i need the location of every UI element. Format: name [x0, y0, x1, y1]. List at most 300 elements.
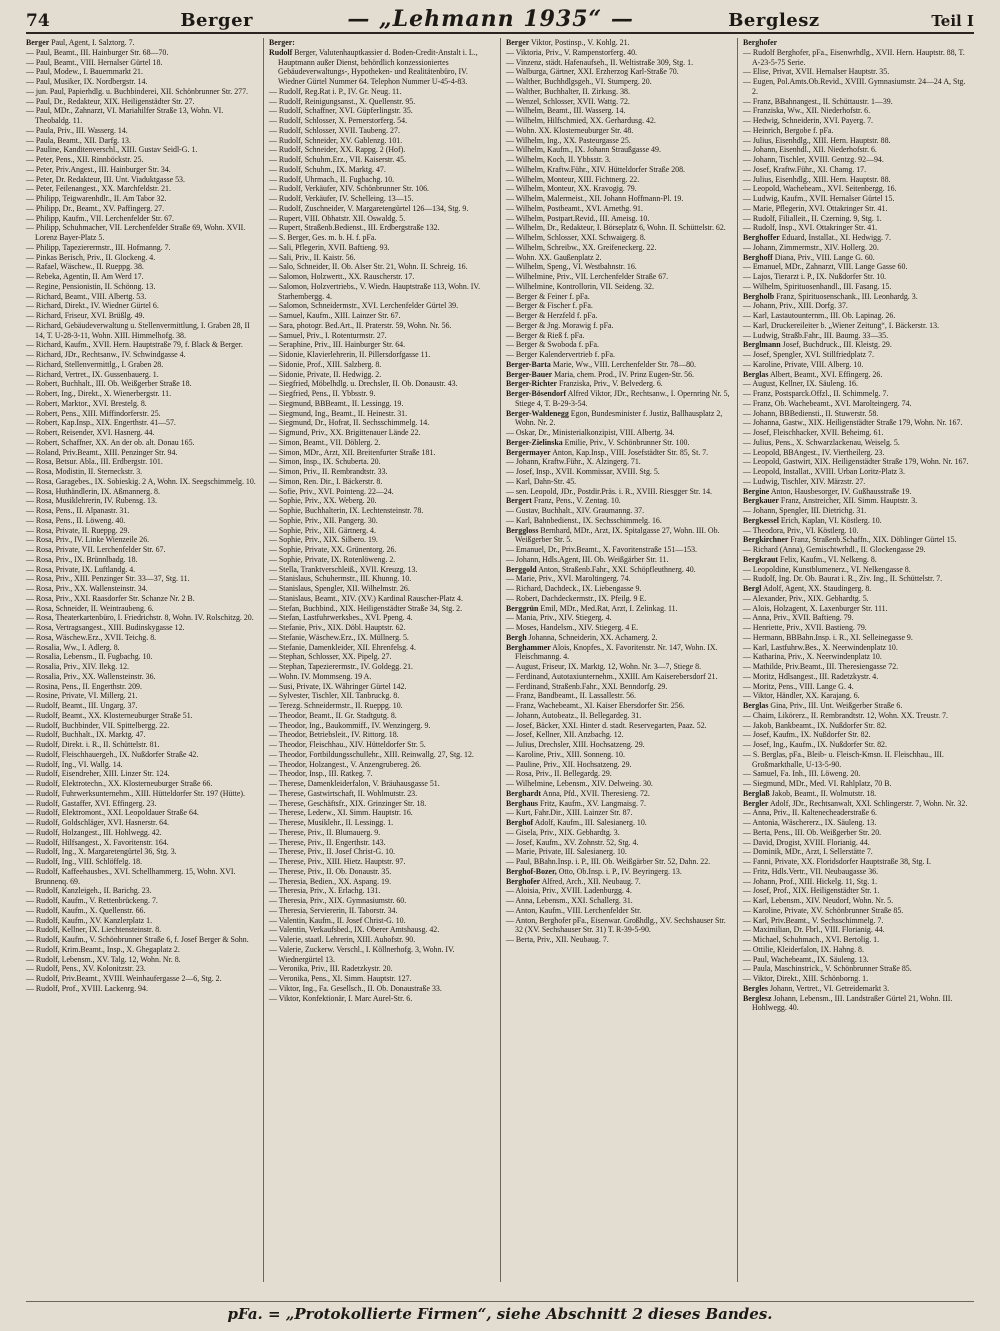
directory-entry: — Emanuel, Dr., Priv.Beamt., X. Favoritenstraße 151—153.: [506, 545, 698, 554]
directory-entry: — Rudolf, Fuhrwerksunternehm., XIII. Hütteldorfer Str. 197 (Hütte).: [26, 788, 245, 798]
directory-entry: — Simon, Insp., IX. Schuberta. 20.: [269, 457, 381, 467]
directory-entry: — Rudolf, Krim.Beamt., Insp., X. Ghegaplatz 2.: [26, 944, 180, 954]
directory-entry: — Paul, BBahn.Insp. i. P., III. Ob. Weißgärber Str. 52, Dahn. 22.: [506, 857, 711, 866]
directory-entry: — Karoline, Priv., XIII. Sonneng. 10.: [506, 749, 625, 759]
directory-entry: — Simon, Ren. Dir., I. Bäckerstr. 8.: [269, 476, 383, 486]
directory-entry: — Chaim, Likörerz., II. Rembrandtstr. 12, Wohn. XX. Treustr. 7.: [743, 710, 949, 720]
directory-entry: — Franz, BBahnangest., II. Schüttaustr. 1—39.: [743, 96, 893, 106]
directory-entry: — Moritz, Pens., VIII. Lange G. 4.: [743, 681, 854, 691]
directory-entry: — Valerie, staatl. Lehrerin, XIII. Auhofstr. 90.: [269, 935, 416, 944]
column-2: [263, 38, 500, 1282]
directory-entry: — Peter, Feilenangest., XX. Marchfeldstr. 21.: [26, 184, 171, 194]
directory-entry: Berglaß Jakob, Beamt., II. Wolmutstr. 18.: [743, 788, 877, 798]
directory-entry: — Rosa, Priv., XX. Wallensteinstr. 34.: [26, 584, 148, 593]
directory-entry: — Rosa, Pens., II. Löweng. 40.: [26, 515, 126, 525]
directory-entry: — Johann, BBBediensti., II. Stuwerstr. 58.: [743, 408, 879, 418]
directory-entry: — Leopold, Installat., XVIII. Urban Loritz-Platz 3.: [743, 467, 905, 476]
directory-entry: Berghardt Anna, Pfd., XVII. Theresieng. 72.: [506, 788, 650, 798]
directory-entry: — Rosa, Private, II. Rueppg. 29.: [26, 525, 130, 535]
directory-entry: — Therese, Priv., II. Blumauerg. 9.: [269, 827, 381, 837]
directory-entry: — Viktor, Direkt., XIII. Schönborng. 1.: [743, 974, 869, 983]
directory-entry: — Rosa, Priv., IV. Linke Wienzeile 26.: [26, 535, 150, 545]
directory-entry: — Samuel, Kaufm., XIII. Lainzer Str. 67.: [269, 311, 401, 320]
header-title: — „Lehmann 1935“ —: [347, 6, 634, 32]
directory-entry: — Rosa, Private, IX. Luftlandg. 4.: [26, 564, 136, 574]
directory-entry: — Jakob, Bankbeamt., IX. Nußdorfer Str. 82.: [743, 720, 887, 730]
directory-entry: — Leopold, BBAngest., IV. Viertheilerg. 23.: [743, 447, 885, 457]
directory-entry: — Berger & Herzfeld f. pFa.: [506, 311, 598, 320]
directory-entry: — Rudolf, Schlosser, XVII. Taubeng. 27.: [269, 125, 400, 135]
directory-entry: Bergholb Franz, Spirituosenschank., III. Leonhardg. 3.: [743, 291, 918, 301]
directory-entry: — Emanuel, MDr., Zahnarzt, VIII. Lange Gasse 60.: [743, 262, 908, 272]
directory-entry: — Pauline, Kanditenverschl., XIII. Gustav Seidl-G. 1.: [26, 145, 198, 155]
directory-entry: — Therese, Gastwirtschaft, II. Wohlmutstr. 23.: [269, 788, 418, 798]
directory-entry: — Rudolf, Kaufm., V. Schönbrunner Straße 6, f. Josef Berger & Sohn.: [26, 935, 249, 944]
directory-entry: — Theresia, Serviererin, II. Taborstr. 34.: [269, 905, 398, 915]
directory-entry: — Julius, Eisenhdlg., XIII. Hern. Hauptstr. 88.: [743, 174, 891, 184]
directory-entry: — Rudolf, Uhrmach., II. Fugbachg. 10.: [269, 174, 395, 184]
directory-entry: — Karl, Lastautounternm., III. Ob. Lapinag. 26.: [743, 311, 896, 320]
directory-entry: — Theresia, Priv., X. Erlachg. 131.: [269, 886, 381, 896]
directory-entry: — Heinrich, Bergobe f. pFa.: [743, 125, 834, 135]
directory-entry: — Veronika, Pens., XI. Simm. Hauptstr. 127.: [269, 974, 412, 983]
directory-entry: — Berta, Pens., III. Ob. Weißgerber Str. 20.: [743, 827, 882, 837]
directory-entry: — Salomon, Holzvertriebs., V. Wiedn. Hauptstraße 113, Wohn. IV. Starhembergg. 4.: [269, 281, 481, 301]
directory-entry: — Rudolf Berghofer, pFa., Eisenwrhdlg., XVII. Hern. Hauptstr. 88, T. A-23-5-75 Serie.: [743, 47, 965, 67]
directory-entry: — Dominik, MDr., Arzt, I. Sellerstätte 7.: [743, 847, 873, 857]
directory-entry: — Rudolf, Priv.Beamt., XVIII. Weinhaufergasse 2—6, Stg. 2.: [26, 974, 222, 983]
directory-entry: — Theodora, Priv., VI. Köstlerg. 10.: [743, 525, 859, 535]
directory-entry: — Antonia, Wäschererz., IX. Säuleng. 13.: [743, 818, 877, 827]
directory-entry: — Richard, Vertret., IX. Gussenbauerg. 1.: [26, 369, 159, 379]
directory-entry: — Rudolf, Prof., XVIII. Lackenrg. 94.: [26, 983, 148, 993]
directory-entry: — Rudolf, Fleischhauergeh., IX. Nußdorfer Straße 42.: [26, 749, 199, 759]
directory-entry: Berghofer: [743, 38, 778, 47]
directory-entry: Berger-Bauer Maria, chem. Prod., IV. Prinz Eugen-Str. 56.: [506, 369, 695, 379]
directory-entry: — Gustav, Buchhalt., XIV. Graumanng. 37.: [506, 506, 645, 515]
directory-entry: — Robert, Reisender, XVI. Hasnerg. 44.: [26, 428, 155, 437]
directory-entry: — Therese, Damenkleiderfalon, V. Bräuhausgasse 51.: [269, 779, 440, 788]
directory-entry: — Siegfried, Pens., II. Ybbsstr. 9.: [269, 389, 376, 398]
directory-entry: — Rudolf, Schneider, XV. Gablenzg. 101.: [269, 135, 403, 145]
directory-entry: — Valerie, Zuckerw. Verschl., I. Köllnerhofg. 3, Wohn. IV. Wiednergürtel 13.: [269, 944, 455, 964]
column-3: [500, 38, 737, 1282]
directory-entry: — Wilhelm, Spirituosenhandl., III. Fasang. 15.: [743, 281, 892, 291]
directory-entry: — Leopoldine, Kunstblumenerz., VI. Nelkengasse 8.: [743, 564, 911, 574]
directory-entry: Berger-Richter Franziska, Priv., V. Belvederg. 6.: [506, 379, 663, 389]
directory-entry: — Siegfried, Möbelhdlg. u. Drechsler, II. Ob. Donaustr. 43.: [269, 379, 458, 389]
directory-entry: — Josef, Ing., Kaufm., IX. Nußdorfer Str. 82.: [743, 740, 887, 749]
directory-entry: — Wilhelm, Monteur, XX. Kravogig. 79.: [506, 184, 637, 194]
directory-entry: — Michael, Schuhmach., XVI. Bertolig. 1.: [743, 935, 880, 944]
directory-entry: — Rudolf, Kaffeehausbes., XVI. Schellhammerg. 15, Wohn. XVI. Brunnenq. 69.: [26, 866, 236, 886]
directory-entry: — Rudolf, Reinigungsanst., X. Quellenstr. 95.: [269, 96, 416, 106]
directory-entry: — Wilhelm, Dr., Redakteur, I. Börseplatz 6, Wohn. II. Schüttelstr. 62.: [506, 223, 726, 233]
directory-entry: — Rudolf, Beamt., XX. Klosterneuburger Straße 51.: [26, 710, 193, 720]
directory-entry: — Rosa, Huthändlerin, IX. Aßmannerg. 8.: [26, 486, 160, 496]
directory-entry: — August, Friseur, IX. Marktg. 12, Wohn. Nr. 3—7, Stiege 8.: [506, 662, 702, 671]
directory-entry: — Stefanie, Priv., XIX. Döbl. Hauptstr. 62.: [269, 623, 406, 632]
footer-note: pFa. = „Protokollierte Firmen“, siehe Abschnitt 2 dieses Bandes.: [26, 1301, 974, 1323]
directory-entry: — Sophie, Priv., XX. Weberg. 20.: [269, 496, 377, 506]
directory-entry: — Viktoria, Priv., V. Rampenstorferg. 40.: [506, 47, 638, 57]
directory-entry: — Valentin, Verkaufsbed., IX. Oberer Amtshausg. 42.: [269, 925, 440, 935]
directory-entry: Berggrün Emil, MDr., Med.Rat, Arzt, I. Zelinkag. 11.: [506, 603, 678, 613]
directory-entry: Berghof Adolf, Kaufm., III. Salesianerg. 10.: [506, 818, 647, 827]
directory-entry: — Stefan, Lastfuhrwerksbes., XVI. Ppeng. 4.: [269, 613, 413, 623]
directory-entry: — Siegmund, MDr., Med. VI. Rahlplatz, 70 B.: [743, 779, 892, 788]
directory-entry: — Johann, Kraftw.Führ., X. Alzingerg. 71.: [506, 457, 641, 467]
directory-entry: — Rudolf, Goldschläger, XVI. Hasnerstr. 64.: [26, 818, 170, 827]
directory-entry: — Stanislaus, Spengler, XII. Wilhelmstr. 26.: [269, 584, 410, 593]
directory-entry: — Stephan, Tapezierermstr., IV. Goldegg. 21.: [269, 662, 414, 671]
directory-entry: — Veronika, Priv., III. Radetzkystr. 20.: [269, 964, 393, 974]
directory-entry: — Susi, Private, IX. Währinger Gürtel 142.: [269, 681, 407, 691]
header-right-keyword: Berglesz: [728, 10, 820, 31]
directory-entry: — Ferdinand, Autotaxiunternehm., XXIII. Am Kaiserebersdorf 21.: [506, 671, 718, 681]
directory-entry: — Wohn. XX. Klosterneuburger Str. 48.: [506, 125, 634, 135]
directory-entry: Berger Viktor, Postinsp., V. Kohlg. 21.: [506, 38, 630, 47]
directory-entry: — Viktor, Ing., Fa. Gesellsch., II. Ob. Donaustraße 33.: [269, 983, 442, 993]
directory-entry: — Fritz, Hdls.Vertr., VII. Neubaugasse 36.: [743, 866, 879, 876]
directory-entry: — Elise, Privat, XVII. Hernalser Hauptstr. 35.: [743, 67, 890, 77]
directory-entry: Bergert Franz, Pens., V. Zentag. 10.: [506, 496, 621, 506]
directory-entry: — Ludwig, Straßb.Fahr., III. Baumg. 33—35.: [743, 330, 889, 340]
directory-entry: — Rosa, Priv., XIII. Penzinger Str. 33—37, Stg. 11.: [26, 574, 190, 584]
directory-entry: Bergler Adolf, JDr., Rechtsanwalt, XXI. Schlingerstr. 7, Wohn. Nr. 32.: [743, 798, 968, 808]
directory-entry: — Karoline, Private, XV. Schönbrunner Straße 85.: [743, 905, 904, 915]
directory-entry: — Moses, Handelsm., XIV. Stiegerg. 4 E.: [506, 623, 639, 632]
directory-entry: — Philipp, Teigwarenhdlr., II. Am Tabor 32.: [26, 194, 167, 203]
directory-entry: — Theodor, Fortbildungsschullehr., XIII. Reinwallg. 27, Stg. 12.: [269, 749, 474, 759]
directory-entry: — Sidonie, Prof., XIII. Salzberg. 8.: [269, 359, 382, 369]
directory-entry: — Hedwig, Schneiderin, XVI. Payerg. 7.: [743, 116, 874, 125]
directory-entry: — Samuel, Fa. Inh., III. Löweng. 20.: [743, 769, 861, 779]
directory-entry: — Rudolf, Schaffner, XVI. Güpferlingstr. 35.: [269, 106, 413, 116]
directory-entry: — Rosa, Priv., IX. Brünnlbadg. 18.: [26, 554, 138, 564]
directory-entry: — Rosa, Theaterkartenbüro, I. Friedrichstr. 8, Wohn. IV. Rolschitzg. 20.: [26, 613, 254, 623]
directory-entry: — Karl, Dahn-Str. 45.: [506, 476, 577, 486]
directory-entry: — Robert, Pens., XIII. Miffindorferstr. 25.: [26, 408, 161, 418]
column-4: [737, 38, 974, 1282]
directory-entry: — Rudolf, Ing., X. Margaretengürtel 36, Stg. 3.: [26, 847, 177, 857]
directory-entry: — Berger & Swoboda f. pFa.: [506, 340, 599, 350]
directory-entry: — Karoline, Private, VIII. Alberg. 10.: [743, 359, 864, 369]
directory-entry: — Sophie, Buchhalterin, IX. Lechtensteinstr. 78.: [269, 506, 424, 515]
directory-entry: — Philipp, Kaufm., VII. Lerchenfelder Str. 67.: [26, 213, 174, 223]
directory-entry: — Rosa, Wäschew.Erz., XVII. Teichg. 8.: [26, 632, 157, 642]
directory-entry: — Siegmund, BBBeamt., II. Lessingg. 19.: [269, 398, 404, 408]
directory-entry: Berggloss Bernhard, MDr., Arzt, IX. Spitalgasse 27, Wohn. III. Ob. Weißgerber Str. 5.: [506, 525, 720, 545]
directory-entry: — Regine, Pensionistin, II. Schönng. 13.: [26, 281, 156, 291]
directory-entry: — Rosina, Pens., II. Engerthstr. 209.: [26, 681, 142, 691]
directory-entry: — Johann, Spengler, III. Dietrichg. 31.: [743, 506, 867, 515]
directory-entry: Berghoffer Eduard, Installat., XI. Hedwigg. 7.: [743, 233, 891, 242]
directory-entry: Berghof-Bozer, Otto, Ob.Insp. i. P., IV. Beyringerg. 13.: [506, 866, 682, 876]
directory-entry: — Sidonie, Klavierlehrerin, II. Pillersdorfgasse 11.: [269, 350, 431, 359]
directory-entry: — Rosa, Private, VII. Lerchenfelder Str. 67.: [26, 545, 166, 554]
directory-entry: — Julius, Drechsler, XIII. Hochsatzeng. 29.: [506, 740, 645, 749]
directory-entry: — Therese, Geschäftsfr., XIX. Grinzinger Str. 18.: [269, 798, 427, 808]
directory-entry: — Wilhelm, Malermeist., XII. Johann Hoffmann-Pl. 19.: [506, 194, 684, 203]
directory-entry: — Simon, Priv., II. Rembrandtstr. 33.: [269, 467, 388, 476]
directory-entry: — Viktor, Konfektionär, I. Marc Aurel-Str. 6.: [269, 993, 413, 1003]
directory-entry: — Stanislaus, Beamt., XIV. (XV.) Kardinal Rauscher-Platz 4.: [269, 593, 463, 603]
directory-entry: — Richard, JDr., Rechtsanw., IV. Schwindgasse 4.: [26, 350, 186, 359]
directory-entry: — Franz, Wachebeamt., XI. Kaiser Ebersdorfer Str. 256.: [506, 701, 685, 710]
directory-entry: — Rudolf, Eisendreher, XIII. Linzer Str. 124.: [26, 769, 170, 779]
directory-entry: — Josef, Kraftw.Führ., XI. Chamg. 17.: [743, 164, 867, 174]
directory-entry: — Rudolf, Ing. Dr. Ob. Baurat i. R., Ziv. Ing., II. Schüttelstr. 7.: [743, 574, 943, 584]
directory-entry: — Josef, Fleischhacker, XVII. Beheimg. 61.: [743, 428, 884, 437]
directory-entry: — Rudolf, Zuschneider, V. Margaretengürtel 126—134, Stg. 9.: [269, 203, 469, 213]
directory-entry: — Theodor, Beamt., II. Gr. Stadtgutg. 8.: [269, 710, 397, 720]
volume-label: Teil I: [931, 12, 974, 30]
directory-entry: — Berta, Priv., XII. Neubaug. 7.: [506, 935, 609, 944]
directory-entry: — Anton, Kaufm., VIII. Lerchenfelder Str.: [506, 905, 642, 915]
directory-entry: — Rudolf, Kellner, IX. Liechtensteinstr. 8.: [26, 925, 162, 935]
directory-entry: Bergh Johanna, Schneiderin, XX. Achamerg. 2.: [506, 632, 658, 642]
directory-entry: — Berger & Fischer f. pFa.: [506, 301, 593, 311]
directory-entry: — Rudolf, Reg.Rat i. P., IV. Gr. Neug. 11.: [269, 86, 402, 96]
directory-entry: — Josef, Kaufm., XV. Zohnstr. 52, Stg. 4.: [506, 837, 639, 847]
directory-entry: — Josef, Insp., XVII. Kommissar, XVIII. Stg. 5.: [506, 467, 660, 476]
directory-entry: — Wohn. XX. Gaußenplatz 2.: [506, 252, 602, 262]
directory-entry: — Siegmund, Dr., Hofrat, II. Sechsschimmelg. 14.: [269, 418, 430, 428]
directory-entry: — Rosine, Private, VI. Millerg. 21.: [26, 691, 138, 701]
directory-entry: — Sophie, Priv., XII. Pangerg. 30.: [269, 515, 378, 525]
directory-entry: — Richard, Beamt., VIII. Albertg. 53.: [26, 291, 147, 301]
directory-entry: — Pinkas Berisch, Priv., II. Glockeng. 4.: [26, 252, 156, 262]
directory-entry: — Wilhelm, Postbeamt., XVI. Arnethg. 91.: [506, 203, 643, 213]
directory-entry: — Therese, Lederw., XI. Simm. Hauptstr. 16.: [269, 808, 413, 818]
directory-entry: — Rudolf, Buchbinder, VII. Spittelbergg. 22.: [26, 720, 170, 730]
directory-entry: — Walther, Buchhalter, II. Zirkusg. 38.: [506, 86, 630, 96]
directory-entry: — Anton, Berghofer pFa., Eisenwar. Großhdlg., XV. Sechshauser Str. 32 (XV. Sechshauser Str. 31) T. R-39-5-90.: [506, 915, 726, 935]
directory-entry: — Rudolf, Ing., VI. Wallg. 14.: [26, 759, 123, 769]
directory-entry: — Berger & Rieß f. pFa.: [506, 330, 585, 340]
directory-entry: — Berger & Feiner f. pFa.: [506, 291, 590, 301]
directory-entry: Bergles Johann, Vertret., VI. Getreidemarkt 3.: [743, 983, 890, 993]
directory-entry: — Johann, Priv., XIII. Dorfg. 37.: [743, 301, 848, 311]
directory-entry: — Gisela, Priv., XIX. Gebhardtg. 3.: [506, 827, 620, 837]
directory-entry: — Rosa, Schneider, II. Weintraubeng. 6.: [26, 603, 154, 613]
directory-entry: — Theresia, Bedien., XX. Aspang. 19.: [269, 876, 391, 886]
directory-entry: — Robert, Ing., Direkt., X. Wienerbergstr. 11.: [26, 389, 172, 398]
header-left-keyword: Berger: [180, 10, 254, 31]
directory-entry: — Hermann, BBBahn.Insp. i. R., XI. Selleinegasse 9.: [743, 632, 913, 642]
directory-entry: — Johann, Autobeatz., II. Bellegardeg. 31.: [506, 710, 642, 720]
directory-entry: — Ottilie, Kleiderfalon, IX. Hahng. 8.: [743, 944, 864, 954]
directory-entry: — Kurt, Fahr.Dir., XIII. Lainzer Str. 87.: [506, 808, 633, 818]
directory-entry: — Moritz, Hdlsangest., III. Radetzkystr. 4.: [743, 671, 879, 681]
directory-entry: — Rupert, Straßenb.Bedienst., III. Erdbergstraße 132.: [269, 223, 440, 233]
directory-entry: — Rudolf, Hilfsangest., X. Favoritenstr. 164.: [26, 837, 169, 847]
directory-entry: — Roland, Priv.Beamt., XIII. Penzinger Str. 94.: [26, 447, 178, 457]
directory-entry: — Karl, Druckereileiter b. „Wiener Zeitung“, I. Bäckerstr. 13.: [743, 320, 939, 330]
directory-entry: — Oskar, Dr., Ministerialkonzipist, VIII. Albertg. 34.: [506, 428, 675, 437]
directory-entry: — Marie, Pflegerin, XVI. Ottakringer Str. 41.: [743, 203, 888, 213]
directory-entry: — Robert, Dachdeckermstr., IX. Pfeilg. 9 E.: [506, 593, 647, 603]
directory-entry: — Rosa, Betsur. Abla., III. Erdbergstr. 101.: [26, 457, 163, 467]
directory-entry: — Sali, Pflegerin, XVII. Baftieng. 93.: [269, 242, 390, 252]
directory-entry: — Terezg. Schneidermstr., II. Rueppg. 10.: [269, 701, 403, 710]
directory-entry: Rudolf Berger, Valutenhauptkassier d. Boden-Credit-Anstalt i. L., Hauptmann außer Dienst, behördlich konzessioniertes Gebäudeverwaltungs-, Hypotheken- und Realitätenbüro, IV. Wiedner Gürtel Nummer 64. Telephon Nummer U-45-4-83.: [269, 47, 478, 86]
directory-entry: — Vinzenz, städt. Hafenaufseh., II. Weltistraße 309, Stg. 1.: [506, 57, 694, 67]
directory-entry: — jun. Paul, Papierhdlg. u. Buchbinderei, XII. Schönbrunner Str. 277.: [26, 86, 249, 96]
directory-entry: — Rudolf, Kaufm., X. Quellenstr. 66.: [26, 905, 146, 915]
directory-entry: — Rafael, Wäschew., II. Rueppg. 38.: [26, 262, 144, 272]
directory-entry: — Richard, Stellenvermittlg., I. Graben 28.: [26, 359, 164, 369]
directory-entry: — Katharina, Priv., X. Neerwindenplatz 10.: [743, 652, 882, 662]
directory-entry: — Richard, Direkt., IV. Wiedner Gürtel 6.: [26, 301, 159, 311]
directory-entry: — Henriette, Priv., XVII. Bastieng. 79.: [743, 623, 867, 632]
directory-entry: — Rebeka, Agentin, II. Am Werd 17.: [26, 272, 144, 281]
directory-entry: — Johann, Prof., XIII. Hickelg. 11, Stg. 1.: [743, 876, 878, 886]
directory-entry: — Rudolf, Buchhalt., IX. Marktg. 47.: [26, 730, 146, 740]
directory-entry: — Wilhelm, Ing., XX. Pasteurgasse 25.: [506, 135, 631, 145]
directory-entry: — Peter, Priv.Angest., III. Hainburger Str. 34.: [26, 164, 171, 174]
directory-entry: — Sophie, Priv., XIX. Silbero. 19.: [269, 535, 378, 545]
directory-entry: Berglas Albert, Beamt., XVI. Effingerg. 26.: [743, 369, 883, 379]
directory-entry: — Alois, Holzagent, X. Laxenburger Str. 111.: [743, 603, 888, 613]
directory-entry: — Paul, Beamt., III. Hainburger Str. 68—70.: [26, 47, 169, 57]
directory-entry: — Paul, Modew., I. Bauernmarkt 21.: [26, 67, 143, 77]
directory-entry: — Julius, Eisenhdlg., XIII. Hern. Hauptstr. 88.: [743, 135, 891, 145]
directory-entry: — Rudolf, Schuhm.Erz., VII. Kaiserstr. 45.: [269, 155, 407, 164]
directory-entry: — Sophie, Priv., XII. Gärtnerg. 4.: [269, 525, 376, 535]
directory-entry: Berger:: [269, 38, 295, 47]
directory-entry: — Rosa, Musiklehrerin, IV. Rubensg. 13.: [26, 496, 157, 506]
directory-entry: — Wilhelmine, Priv., VII. Lerchenfelder Straße 67.: [506, 272, 669, 281]
directory-entry: — Therese, Priv., II. Ob. Donaustr. 35.: [269, 866, 392, 876]
directory-entry: Berglesz Johann, Lebensm., III. Landstraßer Gürtel 21, Wohn. III. Hohlwegg. 40.: [743, 993, 953, 1013]
directory-entry: — Therese, Priv., II. Josef Christ-G. 10.: [269, 847, 396, 857]
directory-entry: — sen. Leopold, JDr., Postdir.Präs. i. R., XVIII. Riesgger Str. 14.: [506, 486, 713, 496]
directory-entry: Bergermayer Anton, Kap.Insp., VIII. Josefstädter Str. 85, St. 7.: [506, 447, 709, 457]
directory-entry: — Stella, Tranktverschleiß., XVII. Kreuzg. 13.: [269, 564, 418, 574]
directory-entry: — Rosalia, Lebensm., II. Fugbachg. 10.: [26, 652, 153, 662]
directory-entry: — Robert, Kap.Insp., XIX. Engerthstr. 41—57.: [26, 418, 176, 428]
directory-entry: — Stefan, Buchbind., XIX. Heiligenstädter Straße 34, Stg. 2.: [269, 603, 463, 613]
directory-entry: — Wilhelm, Monteur, XIII. Fichtnerg. 22.: [506, 174, 640, 184]
directory-entry: — Franziska, Ww., XII. Niederhofstr. 6.: [743, 106, 871, 116]
directory-entry: — Franz, Postsparck.Offzl., II. Schimmelg. 7.: [743, 389, 889, 398]
directory-entry: Bergkraut Felix, Kaufm., VI. Nelkeng. 8.: [743, 554, 877, 564]
directory-entry: — Rosa, Garagebes., IX. Sobieskig. 2 A, Wohn. IX. Seegschimmelg. 10.: [26, 476, 256, 486]
directory-entry: — Ferdinand, Straßenb.Fahr., XXI. Benndorfg. 29.: [506, 681, 668, 691]
directory-entry: — Theodor, Holzangest., V. Anzengrubereg. 26.: [269, 759, 421, 769]
directory-entry: — Theodor, Betriebsleit., IV. Rittorg. 18.: [269, 730, 399, 740]
directory-entry: — Wilhelm, Speng., VI. Westbahnstr. 16.: [506, 262, 637, 272]
directory-entry: — Rudolf, Holzangest., III. Hohlwegg. 42.: [26, 827, 162, 837]
directory-entry: — Sofie, Priv., XVI. Pointeng. 22—24.: [269, 486, 394, 496]
directory-entry: — Sophie, Private, XX. Grünentorg. 26.: [269, 545, 397, 554]
directory-entry: — S. Berger, Ges. m. b. H. f. pFa.: [269, 233, 377, 242]
directory-entry: — Mathilde, Priv.Beamt., III. Theresiengasse 72.: [743, 662, 899, 671]
directory-entry: — Therese, Musiklehr., II. Lessingg. 1.: [269, 818, 394, 827]
directory-entry: — Stefanie, Wäschew.Erz., IX. Müllnerg. 5.: [269, 632, 409, 642]
directory-entry: — Paul, Beamt., VIII. Hernalser Gürtel 18.: [26, 57, 163, 67]
directory-entry: — Viktor, Händler, XX. Karajang. 6.: [743, 691, 860, 701]
directory-entry: — Lajos, Tierarzt i. P., IX. Nußdorfer Str. 10.: [743, 272, 887, 281]
directory-entry: — Rudolf, Insp., XVI. Ottakringer Str. 41.: [743, 223, 878, 233]
directory-entry: — Theodor, Ing., Baukommiff., IV. Wenzingerg. 9.: [269, 720, 431, 730]
directory-entry: — Samuel, Priv., I. Rotenturmstr. 27.: [269, 330, 387, 340]
directory-entry: — Marie, Priv., XVI. Maroltingerg. 74.: [506, 574, 631, 584]
directory-entry: — Karl, Lastfuhrw.Bes., X. Neerwindenplatz 10.: [743, 642, 898, 652]
directory-entry: — Franz, Bandbeamt., II. Lassallestr. 56.: [506, 691, 636, 701]
directory-entry: — Karl, Priv.Beamt., V. Sechsschimmelg. 7.: [743, 915, 884, 925]
directory-entry: — Rosa, Modistin, II. Sterneckstr. 3.: [26, 467, 143, 476]
directory-entry: — Rosa, Priv., II. Bellegardg. 29.: [506, 769, 612, 779]
directory-entry: — Sidonie, Private, II. Hedwigg. 2.: [269, 369, 382, 379]
directory-entry: — Philipp, Dr., Beamt., XV. Paffingerg. 27.: [26, 203, 165, 213]
directory-entry: — Rosa, Pens., II. Alpanastr. 31.: [26, 506, 130, 515]
directory-entry: — Wenzel, Schlosser, XVII. Wattg. 72.: [506, 96, 630, 106]
directory-entry: — Paula, Priv., III. Wasserg. 14.: [26, 125, 128, 135]
directory-entry: — Seraphine, Priv., III. Hainburger Str. 64.: [269, 340, 406, 350]
directory-entry: — Rudolf, Lebensm., XV. Talg. 12, Wohn. Nr. 8.: [26, 954, 181, 964]
directory-entry: — Robert, Schaffner, XX. An der ob. alt. Donau 165.: [26, 437, 195, 447]
directory-entry: Berglas Gina, Priv., III. Unt. Weißgerber Straße 6.: [743, 701, 903, 710]
directory-entry: — Walburga, Gärtner, XXI. Erzherzog Karl-Straße 70.: [506, 67, 679, 77]
directory-entry: — Theodor, Fleischhau., XIV. Hütteldorfer Str. 5.: [269, 740, 426, 749]
directory-entry: Bergl Adolf, Agent, XX. Staudingerg. 8.: [743, 584, 872, 593]
directory-entry: — Rupert, VIII. Obhatstr. XII. Oswaldg. 5.: [269, 213, 406, 223]
directory-entry: — Ludwig, Tischler, XIV. Märzstr. 27.: [743, 476, 866, 486]
directory-entry: — Robert, Marktor., XVI. Brestelg. 8.: [26, 398, 147, 408]
directory-entry: — Wilhelm, Koch, II. Ybbsstr. 3.: [506, 155, 611, 164]
directory-entry: — Rudolf, Elektrotechn., XX. Klosterneuburger Straße 66.: [26, 779, 213, 788]
directory-entry: — Wilhelmine, Kontrollorin, VII. Seideng. 32.: [506, 281, 654, 291]
directory-entry: — Pauline, Priv., XII. Hochsatzeng. 29.: [506, 759, 632, 769]
directory-entry: — Salomon, Holzwertt., XX. Rauscherstr. 17.: [269, 272, 415, 281]
directory-entry: — Eugen, Pol.Amts.Ob.Revid., XVIII. Gymnasiumstr. 24—24 A, Stg. 2.: [743, 77, 966, 96]
directory-entry: — Rudolf, Kaufm., XV. Kanzlerplatz 1.: [26, 915, 153, 925]
directory-entry: — Rudolf, Pens., XV. Kolonitzstr. 23.: [26, 964, 146, 974]
directory-entry: Berger Paul, Agent, I. Salztorg. 7.: [26, 38, 135, 47]
directory-entry: — Walther, Buchhdlgsgeh., VI. Stumperg. 20.: [506, 77, 652, 86]
directory-entry: — Rosalia, Priv., XX. Wallensteinstr. 36.: [26, 671, 156, 681]
directory-entry: Berghoff Diana, Priv., VIII. Lange G. 60.: [743, 252, 875, 262]
directory-entry: — Paula, Beamt., XII. Darfg. 13.: [26, 135, 131, 145]
directory-entry: — Wilhelm, Beamt., III. Wasserg. 14.: [506, 106, 626, 116]
directory-columns: [26, 38, 974, 1282]
directory-entry: — Richard (Anna), Gemischtwrhdl., II. Glockengasse 29.: [743, 545, 926, 554]
directory-entry: — Rosa, Priv., XXI. Raasdorfer Str. Schanze Nr. 2 B.: [26, 593, 195, 603]
directory-entry: — Leopold, Gastwirt, XIX. Heiligenstädter Straße 179, Wohn. Nr. 167.: [743, 457, 969, 467]
directory-entry: — Philipp, Tapezierermstr., III. Hofmanng. 7.: [26, 242, 171, 252]
directory-entry: — Valentin, Kaufm., II. Josef Christ-G. 10.: [269, 915, 406, 925]
directory-entry: — Karl, Lebensm., XIV. Neudorf, Wohn. Nr. 5.: [743, 896, 894, 905]
directory-entry: — Robert, Buchhalt., III. Ob. Weißgerber Straße 18.: [26, 379, 192, 389]
column-1: [26, 38, 263, 1282]
directory-entry: — Rudolf, Verkäufer, IV. Schelleing. 13—15.: [269, 194, 414, 203]
directory-entry: — Rudolf, Beamt., III. Ungarg. 37.: [26, 701, 138, 710]
directory-entry: — Rosa, Vertragsangest., XIII. Budinskygasse 12.: [26, 623, 185, 632]
directory-entry: — Julius, Pens., X. Schwarzlackenau, Weiselg. 5.: [743, 437, 900, 447]
directory-entry: — David, Drogist, XVIII. Florianig. 44.: [743, 837, 870, 847]
directory-entry: — Rudolf, Elektromont., XXI. Leopoldauer Straße 64.: [26, 808, 199, 818]
directory-entry: — Wilhelm, Kaufm., IX. Johann Straußgasse 49.: [506, 145, 661, 155]
directory-entry: — Josef, Prof., XIX. Heiligenstädter Str. 1.: [743, 886, 880, 896]
directory-entry: — Josef, Kaufm., IX. Nußdorfer Str. 82.: [743, 730, 871, 740]
directory-entry: — Wilhelm, Schlosser, XXI. Schwaigerg. 8.: [506, 233, 646, 242]
directory-entry: — Wohn. IV. Mommseng. 19 A.: [269, 671, 372, 681]
directory-entry: — Salomon, Schneidermstr., XVI. Lerchenfelder Gürtel 39.: [269, 301, 459, 311]
directory-entry: Berglmann Josef, Buchdruck., III. Kleistg. 29.: [743, 340, 892, 350]
